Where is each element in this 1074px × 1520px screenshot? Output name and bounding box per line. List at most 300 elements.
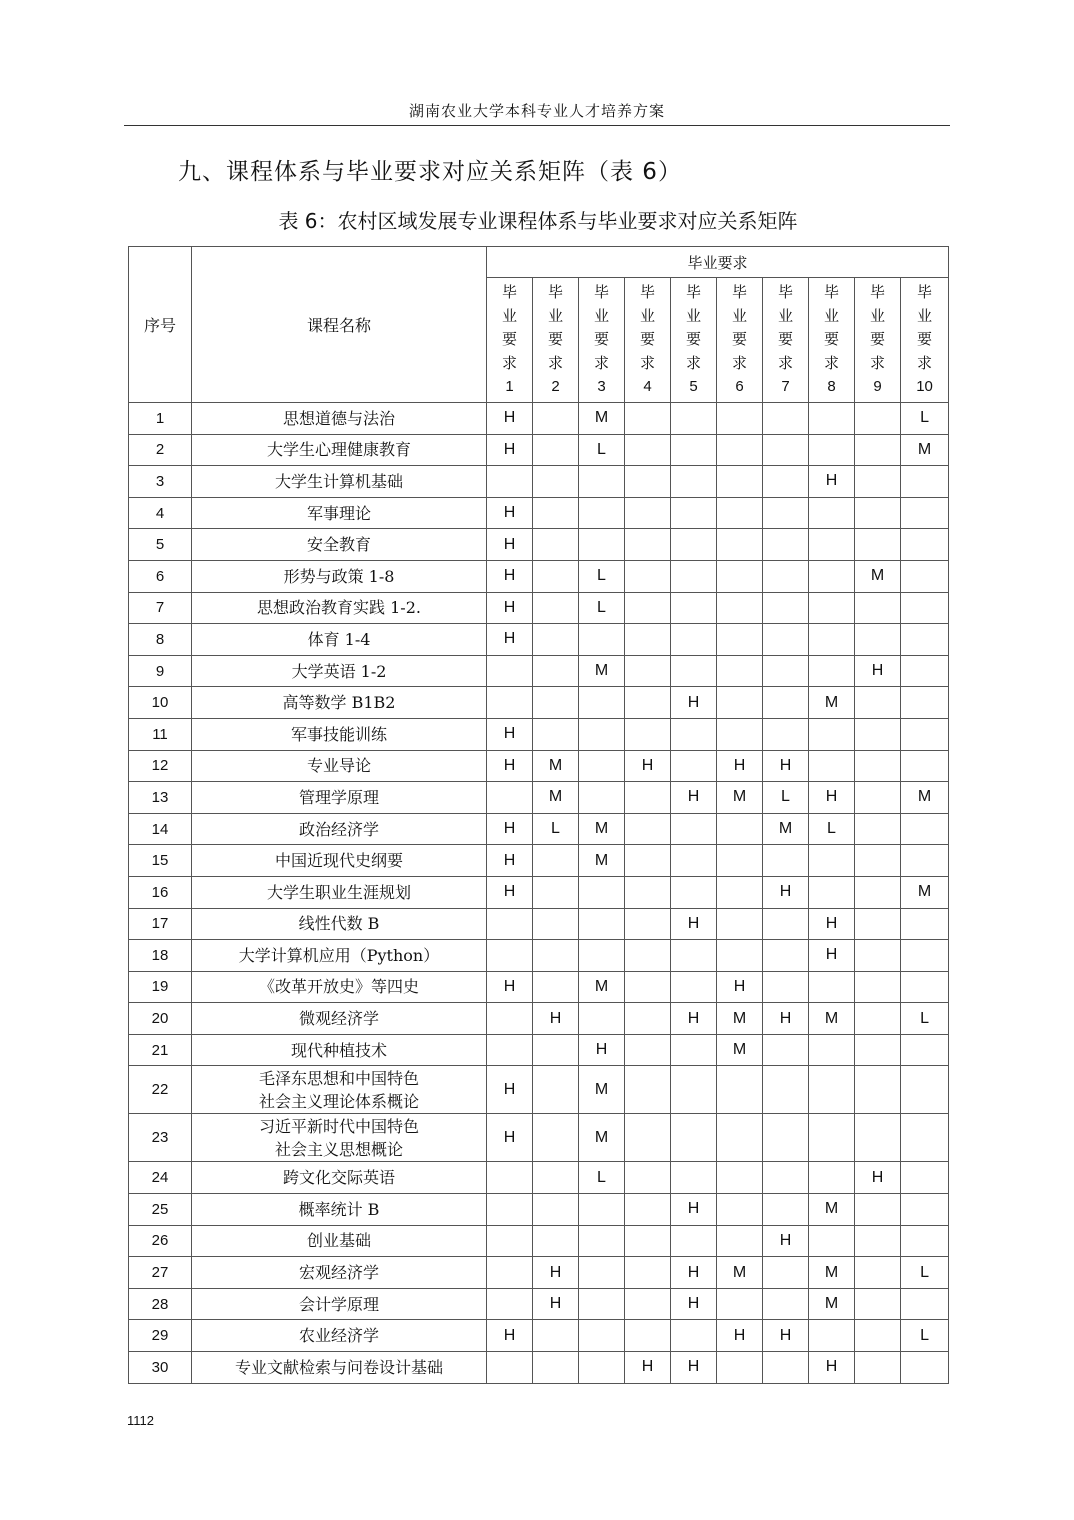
requirement-header-char: 业	[823, 306, 839, 325]
support-level-cell	[671, 1225, 717, 1257]
support-level-cell	[763, 1034, 809, 1066]
support-level-cell: H	[763, 1003, 809, 1035]
support-level-cell	[901, 1225, 949, 1257]
support-level-cell	[579, 624, 625, 656]
requirement-header-char: 毕	[823, 283, 839, 302]
support-level-cell	[901, 466, 949, 498]
support-level-cell	[901, 529, 949, 561]
support-level-cell	[763, 845, 809, 877]
course-name	[192, 813, 487, 845]
support-level-cell	[533, 434, 579, 466]
table-row	[129, 687, 949, 719]
support-level-cell: M	[579, 971, 625, 1003]
support-level-cell	[487, 782, 533, 814]
table-row	[129, 1162, 949, 1194]
support-level-cell: M	[717, 782, 763, 814]
running-header: 湖南农业大学本科专业人才培养方案	[408, 102, 665, 120]
course-name	[192, 971, 487, 1003]
support-level-cell	[533, 560, 579, 592]
support-level-cell: M	[901, 876, 949, 908]
support-level-cell: M	[717, 1003, 763, 1035]
support-level-cell	[579, 1288, 625, 1320]
support-level-cell	[671, 813, 717, 845]
support-level-cell: H	[717, 971, 763, 1003]
course-name-line: 思想道德与法治	[282, 408, 395, 428]
support-level-cell	[717, 845, 763, 877]
support-level-cell	[671, 876, 717, 908]
support-level-cell: M	[533, 750, 579, 782]
course-name-line: 专业文献检索与问卷设计基础	[234, 1357, 443, 1377]
requirement-header-8	[809, 278, 855, 403]
support-level-cell	[809, 592, 855, 624]
support-level-cell: H	[763, 750, 809, 782]
requirement-header-char: 业	[777, 306, 793, 325]
requirement-header-char: 求	[639, 353, 655, 372]
support-level-cell: M	[533, 782, 579, 814]
support-level-cell: H	[533, 1288, 579, 1320]
support-level-cell	[809, 718, 855, 750]
support-level-cell: H	[671, 1352, 717, 1384]
course-name	[192, 560, 487, 592]
support-level-cell	[855, 876, 901, 908]
support-level-cell	[671, 1320, 717, 1352]
support-level-cell	[671, 466, 717, 498]
support-level-cell	[671, 1114, 717, 1162]
course-name-line: 大学生计算机基础	[274, 471, 403, 491]
requirement-header-char: 毕	[731, 283, 747, 302]
support-level-cell: M	[717, 1034, 763, 1066]
support-level-cell	[625, 845, 671, 877]
row-index: 6	[129, 560, 192, 592]
support-level-cell	[625, 403, 671, 435]
row-index: 20	[129, 1003, 192, 1035]
support-level-cell: H	[625, 1352, 671, 1384]
course-name-line: 创业基础	[306, 1231, 371, 1251]
support-level-cell: M	[579, 655, 625, 687]
course-name-line: 专业导论	[306, 756, 371, 776]
course-name	[192, 908, 487, 940]
requirement-header-char: 3	[597, 378, 606, 396]
requirement-header-char: 毕	[639, 283, 655, 302]
support-level-cell	[717, 718, 763, 750]
support-level-cell: M	[809, 687, 855, 719]
row-index: 2	[129, 434, 192, 466]
support-level-cell	[901, 1066, 949, 1114]
row-index: 21	[129, 1034, 192, 1066]
support-level-cell	[487, 466, 533, 498]
table-row	[129, 1288, 949, 1320]
support-level-cell	[855, 1225, 901, 1257]
support-level-cell	[625, 1162, 671, 1194]
support-level-cell	[625, 813, 671, 845]
course-name-line: 微观经济学	[298, 1009, 379, 1029]
course-name	[192, 624, 487, 656]
support-level-cell	[717, 624, 763, 656]
row-index: 4	[129, 497, 192, 529]
support-level-cell	[717, 687, 763, 719]
support-level-cell	[533, 1225, 579, 1257]
support-level-cell	[625, 971, 671, 1003]
support-level-cell	[717, 655, 763, 687]
requirement-header-char: 5	[689, 378, 698, 396]
support-level-cell	[763, 497, 809, 529]
support-level-cell	[671, 592, 717, 624]
support-level-cell: L	[901, 1320, 949, 1352]
support-level-cell	[763, 1162, 809, 1194]
requirement-header-6	[717, 278, 763, 403]
support-level-cell: M	[855, 560, 901, 592]
row-index: 1	[129, 403, 192, 435]
course-name	[192, 466, 487, 498]
support-level-cell	[579, 1352, 625, 1384]
support-level-cell	[855, 1352, 901, 1384]
support-level-cell	[763, 1352, 809, 1384]
support-level-cell: H	[487, 560, 533, 592]
header-rule	[124, 125, 950, 126]
course-name	[192, 1225, 487, 1257]
course-name-line: 社会主义思想概论	[274, 1139, 403, 1159]
support-level-cell	[487, 1194, 533, 1226]
support-level-cell	[901, 497, 949, 529]
support-level-cell	[487, 908, 533, 940]
requirement-header-char: 求	[731, 353, 747, 372]
requirement-header-char: 要	[593, 330, 609, 349]
row-index: 25	[129, 1194, 192, 1226]
course-name	[192, 403, 487, 435]
support-level-cell	[763, 403, 809, 435]
support-level-cell: H	[855, 655, 901, 687]
support-level-cell: M	[579, 403, 625, 435]
support-level-cell	[717, 1066, 763, 1114]
support-level-cell: H	[487, 845, 533, 877]
table-row	[129, 1320, 949, 1352]
support-level-cell	[717, 434, 763, 466]
support-level-cell	[855, 750, 901, 782]
support-level-cell	[579, 466, 625, 498]
row-index: 12	[129, 750, 192, 782]
course-name-line: 中国近现代史纲要	[274, 851, 403, 871]
course-name-line: 会计学原理	[298, 1294, 379, 1314]
table-row	[129, 1352, 949, 1384]
course-name-line: 现代种植技术	[290, 1040, 387, 1060]
course-name	[192, 718, 487, 750]
support-level-cell	[625, 908, 671, 940]
requirement-header-char: 10	[916, 378, 933, 396]
support-level-cell	[579, 687, 625, 719]
support-level-cell	[533, 497, 579, 529]
support-level-cell: H	[533, 1257, 579, 1289]
support-level-cell: H	[809, 466, 855, 498]
support-level-cell	[671, 1034, 717, 1066]
support-level-cell	[625, 592, 671, 624]
course-name-line: 线性代数 B	[298, 914, 380, 934]
support-level-cell	[855, 1114, 901, 1162]
support-level-cell	[671, 845, 717, 877]
support-level-cell	[763, 466, 809, 498]
support-level-cell: M	[809, 1257, 855, 1289]
support-level-cell: H	[671, 1003, 717, 1035]
support-level-cell	[579, 1225, 625, 1257]
course-name	[192, 782, 487, 814]
requirement-header-char: 求	[823, 353, 839, 372]
support-level-cell	[671, 971, 717, 1003]
course-name-line: 社会主义理论体系概论	[258, 1091, 419, 1111]
requirements-matrix-table	[128, 246, 949, 1384]
support-level-cell	[855, 466, 901, 498]
support-level-cell	[717, 1194, 763, 1226]
support-level-cell	[671, 624, 717, 656]
support-level-cell	[717, 940, 763, 972]
requirement-header-char: 要	[685, 330, 701, 349]
support-level-cell: H	[763, 1320, 809, 1352]
support-level-cell	[625, 1225, 671, 1257]
support-level-cell	[625, 560, 671, 592]
support-level-cell	[809, 560, 855, 592]
support-level-cell: L	[901, 1257, 949, 1289]
support-level-cell	[533, 655, 579, 687]
course-name	[192, 1003, 487, 1035]
support-level-cell	[901, 1114, 949, 1162]
row-index: 24	[129, 1162, 192, 1194]
support-level-cell	[487, 1003, 533, 1035]
support-level-cell	[901, 560, 949, 592]
requirement-header-4	[625, 278, 671, 403]
support-level-cell	[901, 1352, 949, 1384]
table-row	[129, 1225, 949, 1257]
support-level-cell: H	[763, 1225, 809, 1257]
table-row	[129, 624, 949, 656]
support-level-cell: H	[487, 403, 533, 435]
support-level-cell	[855, 1194, 901, 1226]
requirement-header-char: 毕	[501, 283, 517, 302]
support-level-cell: M	[809, 1003, 855, 1035]
requirement-header-2	[533, 278, 579, 403]
table-row	[129, 592, 949, 624]
requirement-header-char: 求	[685, 353, 701, 372]
row-index: 15	[129, 845, 192, 877]
support-level-cell	[671, 560, 717, 592]
support-level-cell	[809, 876, 855, 908]
requirement-header-5	[671, 278, 717, 403]
support-level-cell: M	[579, 813, 625, 845]
table-row	[129, 529, 949, 561]
support-level-cell	[533, 466, 579, 498]
support-level-cell	[625, 1034, 671, 1066]
support-level-cell	[533, 687, 579, 719]
support-level-cell	[487, 655, 533, 687]
support-level-cell	[809, 1114, 855, 1162]
support-level-cell: H	[763, 876, 809, 908]
requirement-header-char: 求	[547, 353, 563, 372]
support-level-cell	[625, 434, 671, 466]
requirement-header-char: 毕	[547, 283, 563, 302]
course-name-line: 毛泽东思想和中国特色	[258, 1068, 419, 1088]
support-level-cell: H	[487, 1320, 533, 1352]
course-name-line: 《改革开放史》等四史	[258, 977, 419, 997]
course-name-line: 军事理论	[306, 503, 371, 523]
table-row	[129, 1003, 949, 1035]
group-header-requirements: 毕业要求	[487, 247, 949, 278]
support-level-cell	[487, 940, 533, 972]
section-heading: 九、课程体系与毕业要求对应关系矩阵（表 6）	[178, 159, 682, 185]
support-level-cell: H	[579, 1034, 625, 1066]
requirement-header-char: 业	[917, 306, 933, 325]
row-index: 8	[129, 624, 192, 656]
row-index: 26	[129, 1225, 192, 1257]
requirement-header-char: 求	[869, 353, 885, 372]
course-name-line: 形势与政策 1-8	[283, 566, 395, 586]
support-level-cell	[579, 1257, 625, 1289]
course-name-line: 大学计算机应用（Python）	[238, 945, 440, 965]
support-level-cell	[717, 592, 763, 624]
course-name-line: 安全教育	[306, 535, 371, 555]
support-level-cell: H	[487, 592, 533, 624]
support-level-cell: H	[487, 434, 533, 466]
support-level-cell: H	[625, 750, 671, 782]
table-row	[129, 1034, 949, 1066]
support-level-cell: H	[487, 876, 533, 908]
table-row	[129, 971, 949, 1003]
support-level-cell	[579, 782, 625, 814]
table-row	[129, 1257, 949, 1289]
support-level-cell: H	[533, 1003, 579, 1035]
support-level-cell: H	[487, 1114, 533, 1162]
row-index: 3	[129, 466, 192, 498]
support-level-cell	[625, 718, 671, 750]
support-level-cell	[487, 1288, 533, 1320]
requirement-header-char: 要	[917, 330, 933, 349]
table-row	[129, 1114, 949, 1162]
course-name	[192, 750, 487, 782]
requirement-header-char: 要	[501, 330, 517, 349]
table-row	[129, 655, 949, 687]
support-level-cell	[625, 1257, 671, 1289]
requirement-header-char: 2	[551, 378, 560, 396]
support-level-cell	[763, 971, 809, 1003]
support-level-cell	[533, 845, 579, 877]
support-level-cell	[717, 813, 763, 845]
requirement-header-char: 1	[505, 378, 514, 396]
support-level-cell	[809, 1225, 855, 1257]
course-name-line: 思想政治教育实践 1-2.	[257, 598, 421, 618]
support-level-cell	[579, 529, 625, 561]
support-level-cell: L	[579, 434, 625, 466]
support-level-cell	[625, 1194, 671, 1226]
support-level-cell: H	[671, 687, 717, 719]
requirement-header-char: 要	[777, 330, 793, 349]
requirement-header-10	[901, 278, 949, 403]
requirement-header-7	[763, 278, 809, 403]
support-level-cell	[717, 560, 763, 592]
support-level-cell	[901, 1034, 949, 1066]
support-level-cell: M	[763, 813, 809, 845]
support-level-cell: L	[901, 403, 949, 435]
support-level-cell	[855, 813, 901, 845]
support-level-cell: H	[487, 750, 533, 782]
support-level-cell: H	[671, 1194, 717, 1226]
support-level-cell	[579, 1194, 625, 1226]
support-level-cell	[625, 1288, 671, 1320]
support-level-cell: H	[487, 624, 533, 656]
course-name	[192, 497, 487, 529]
support-level-cell: L	[809, 813, 855, 845]
support-level-cell: L	[533, 813, 579, 845]
support-level-cell	[763, 687, 809, 719]
support-level-cell	[533, 876, 579, 908]
support-level-cell: M	[579, 845, 625, 877]
support-level-cell	[671, 403, 717, 435]
support-level-cell	[533, 1066, 579, 1114]
support-level-cell: L	[579, 1162, 625, 1194]
support-level-cell	[855, 529, 901, 561]
support-level-cell	[855, 403, 901, 435]
requirement-header-char: 要	[547, 330, 563, 349]
support-level-cell	[533, 624, 579, 656]
table-row	[129, 1066, 949, 1114]
support-level-cell	[809, 1034, 855, 1066]
table-row	[129, 940, 949, 972]
support-level-cell	[579, 1320, 625, 1352]
course-name	[192, 845, 487, 877]
row-index: 16	[129, 876, 192, 908]
support-level-cell	[763, 1066, 809, 1114]
course-name-line: 宏观经济学	[298, 1263, 379, 1283]
requirement-header-char: 要	[823, 330, 839, 349]
table-row	[129, 718, 949, 750]
support-level-cell	[809, 624, 855, 656]
requirement-header-char: 业	[593, 306, 609, 325]
support-level-cell	[671, 434, 717, 466]
support-level-cell	[763, 1194, 809, 1226]
requirement-header-char: 业	[501, 306, 517, 325]
course-name	[192, 1320, 487, 1352]
support-level-cell	[809, 845, 855, 877]
course-name-line: 体育 1-4	[307, 629, 371, 649]
support-level-cell: L	[763, 782, 809, 814]
row-index: 22	[129, 1066, 192, 1114]
support-level-cell	[533, 1162, 579, 1194]
support-level-cell	[533, 592, 579, 624]
support-level-cell	[855, 1320, 901, 1352]
requirement-header-char: 业	[639, 306, 655, 325]
support-level-cell	[901, 1288, 949, 1320]
support-level-cell	[533, 718, 579, 750]
support-level-cell	[625, 1003, 671, 1035]
support-level-cell	[533, 908, 579, 940]
support-level-cell	[625, 687, 671, 719]
support-level-cell	[533, 403, 579, 435]
row-index: 13	[129, 782, 192, 814]
support-level-cell: H	[855, 1162, 901, 1194]
support-level-cell	[717, 1225, 763, 1257]
requirement-header-char: 4	[643, 378, 652, 396]
requirement-header-char: 要	[639, 330, 655, 349]
support-level-cell	[717, 497, 763, 529]
support-level-cell	[533, 1352, 579, 1384]
support-level-cell: H	[487, 971, 533, 1003]
support-level-cell: H	[487, 813, 533, 845]
table-row	[129, 782, 949, 814]
support-level-cell	[671, 497, 717, 529]
support-level-cell	[579, 908, 625, 940]
support-level-cell	[671, 718, 717, 750]
support-level-cell	[487, 1162, 533, 1194]
support-level-cell	[763, 592, 809, 624]
requirement-header-char: 9	[873, 378, 882, 396]
support-level-cell	[717, 876, 763, 908]
requirement-header-char: 毕	[917, 283, 933, 302]
row-index: 30	[129, 1352, 192, 1384]
